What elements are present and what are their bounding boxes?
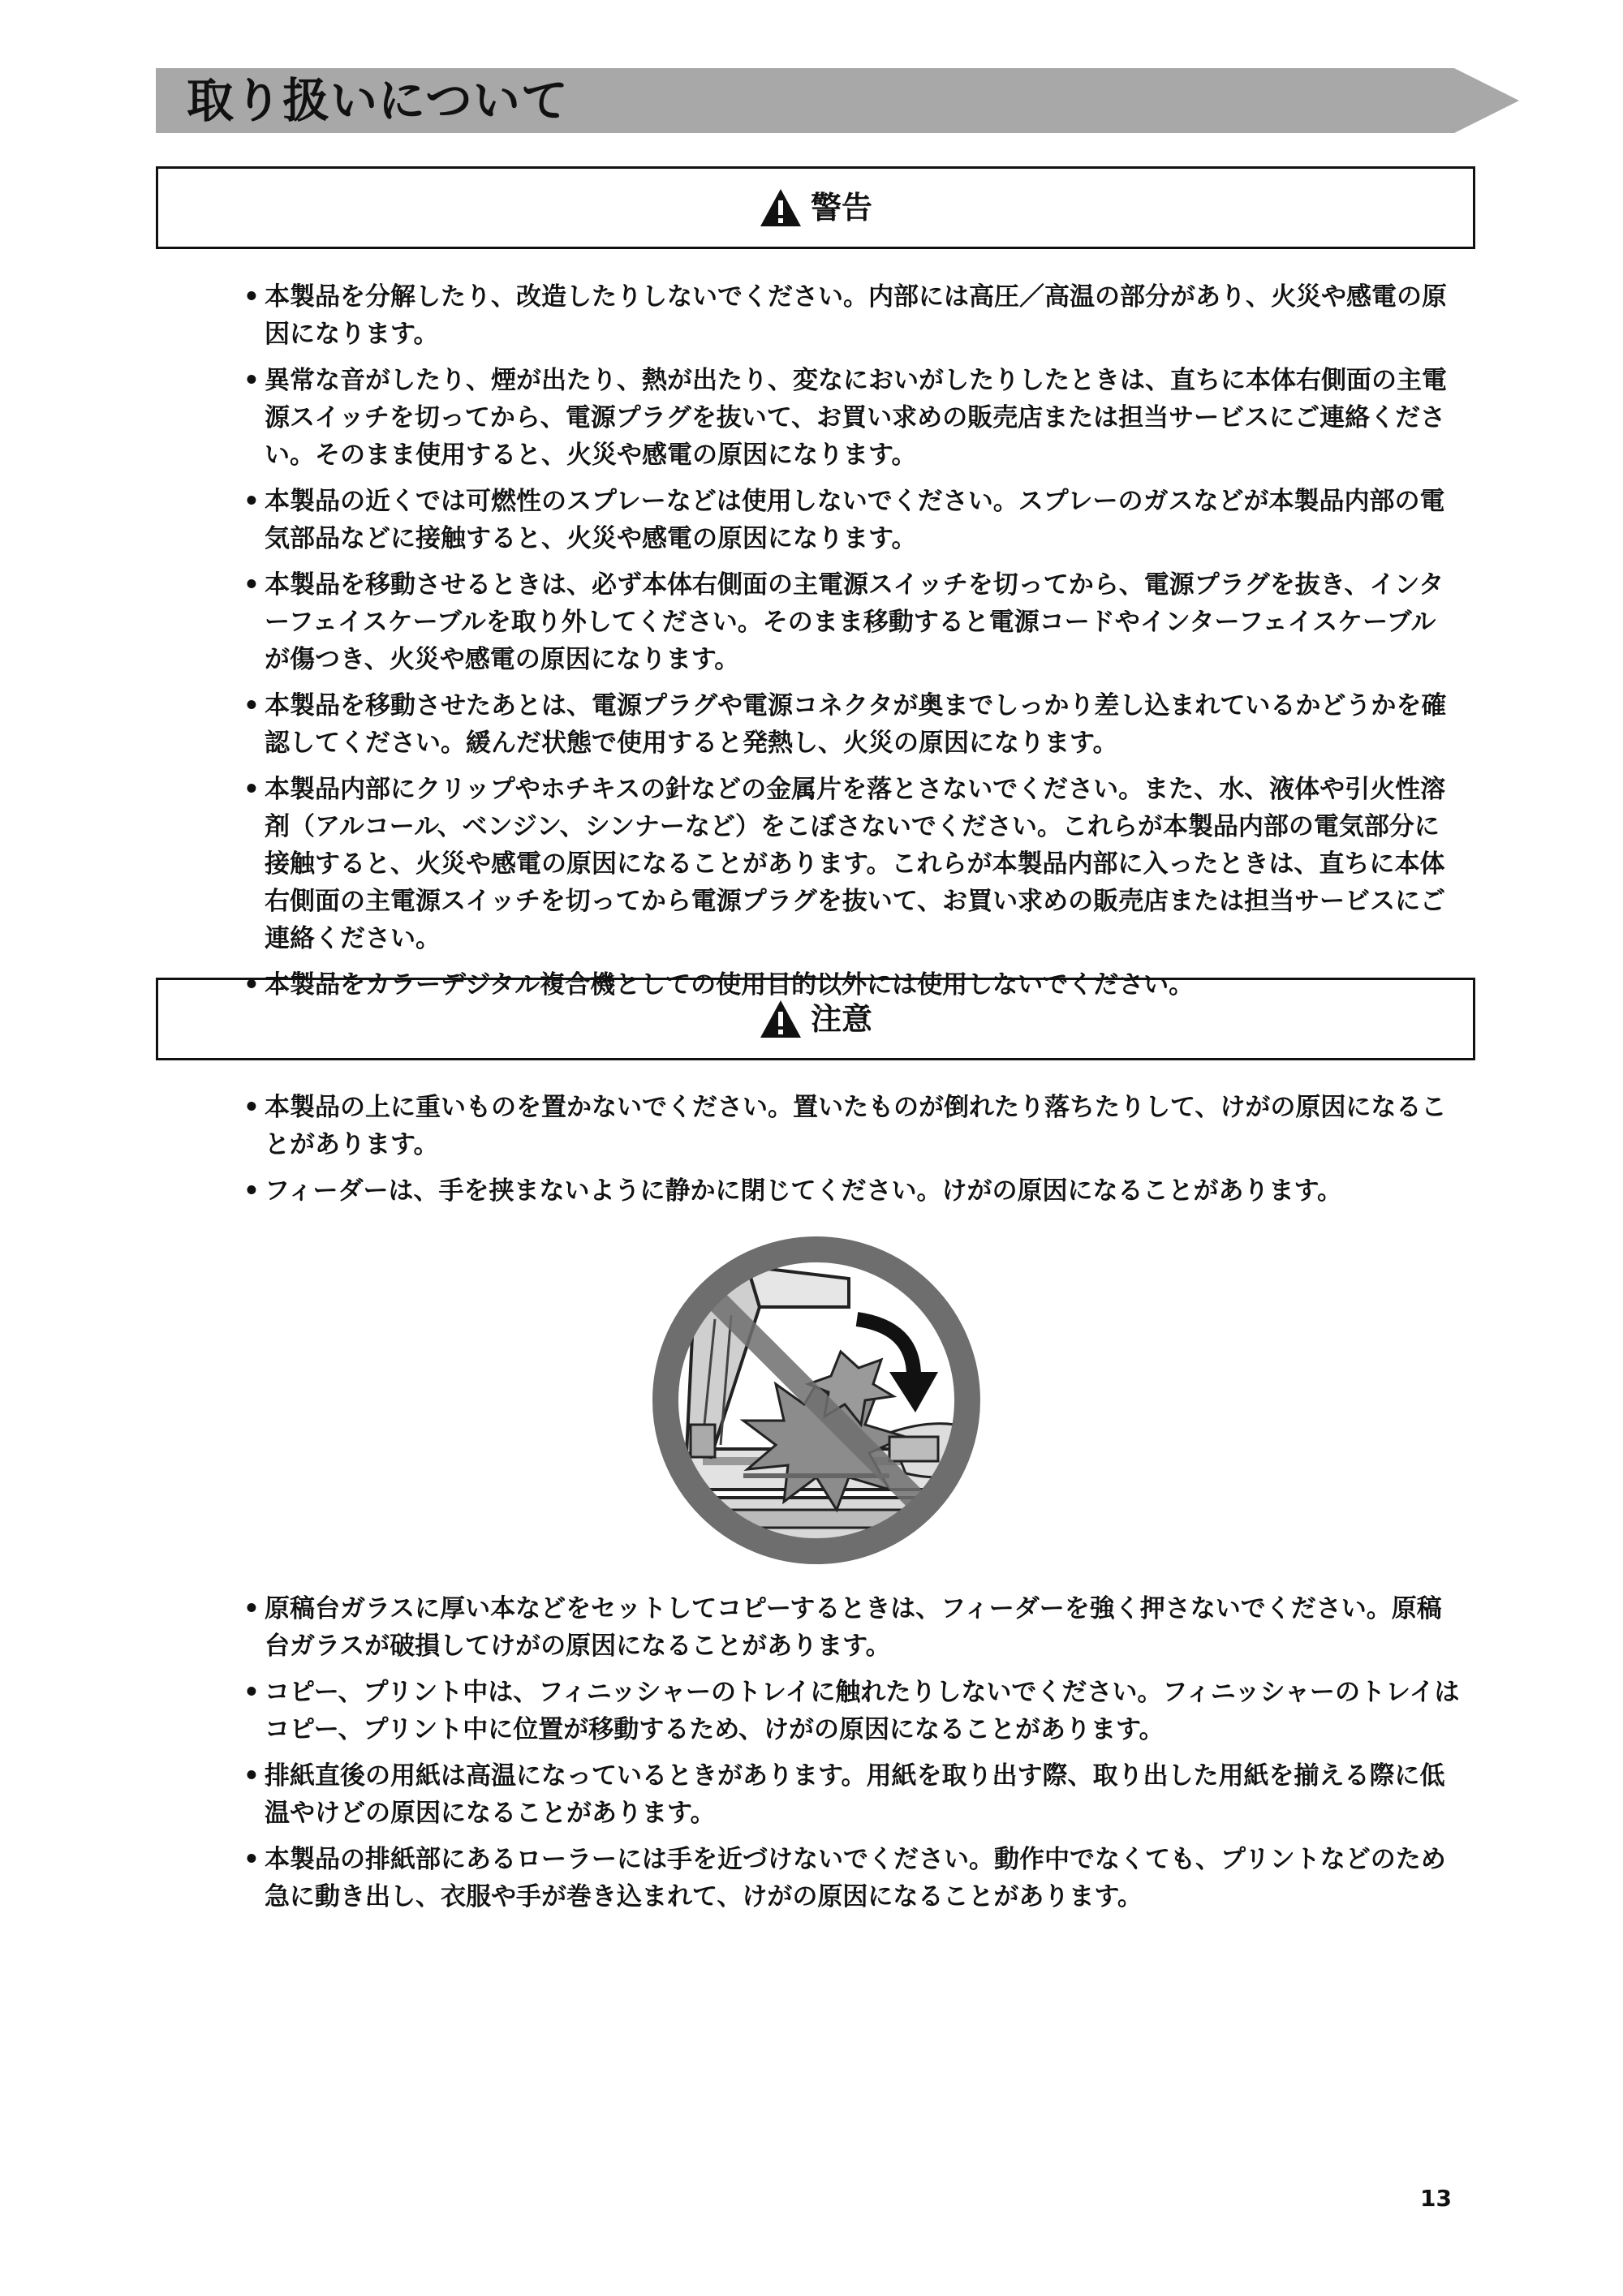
warning-item: • 本製品をカラーデジタル複合機としての使用目的以外には使用しないでください。 — [243, 966, 1461, 1004]
caution-list-bottom — [243, 1590, 1461, 1924]
caution-list-top — [243, 1089, 1461, 1219]
warning-triangle-icon — [759, 999, 803, 1039]
caution-item: • 本製品の排紙部にあるローラーには手を近づけないでください。動作中でなくても、プリントなどのため急に動き出し、衣服や手が巻き込まれて、けがの原因になることがあります。 — [243, 1841, 1461, 1915]
warning-item: • 本製品の近くでは可燃性のスプレーなどは使用しないでください。スプレーのガスなどが本製品内部の電気部品などに接触すると、火災や感電の原因になります。 — [243, 483, 1461, 557]
warning-item: • 本製品を移動させるときは、必ず本体右側面の主電源スイッチを切ってから、電源プラグを抜き、インターフェイスケーブルを取り外してください。そのまま移動すると電源コードやインターフェイスケーブルが傷つき、火災や感電の原因になります。 — [243, 566, 1461, 678]
caution-item: • フィーダーは、手を挟まないように静かに閉じてください。けがの原因になることがあります。 — [243, 1172, 1461, 1210]
warning-triangle-icon — [759, 187, 803, 228]
caution-item: • 排紙直後の用紙は高温になっているときがあります。用紙を取り出す際、取り出した用紙を揃える際に低温やけどの原因になることがあります。 — [243, 1757, 1461, 1832]
warning-heading: 警告 — [810, 190, 872, 226]
section-title-banner — [156, 68, 1519, 133]
caution-item: • 本製品の上に重いものを置かないでください。置いたものが倒れたり落ちたりして、けがの原因になることがあります。 — [243, 1089, 1461, 1163]
prohibition-feeder-illustration — [646, 1230, 987, 1571]
caution-header-box — [156, 978, 1475, 1060]
warning-item: • 異常な音がしたり、煙が出たり、熱が出たり、変なにおいがしたりしたときは、直ちに本体右側面の主電源スイッチを切ってから、電源プラグを抜いて、お買い求めの販売店または担当サービスにご連絡ください。そのまま使用すると、火災や感電の原因になります。 — [243, 362, 1461, 474]
page-title: 取り扱いについて — [187, 73, 569, 128]
caution-item: • 原稿台ガラスに厚い本などをセットしてコピーするときは、フィーダーを強く押さないでください。原稿台ガラスが破損してけがの原因になることがあります。 — [243, 1590, 1461, 1665]
warning-item: • 本製品内部にクリップやホチキスの針などの金属片を落とさないでください。また、水、液体や引火性溶剤（アルコール、ベンジン、シンナーなど）をこぼさないでください。これらが本製品内部の電気部分に接触すると、火災や感電の原因になることがあります。これらが本製品内部に入ったときは、直ちに本体右側面の主電源スイッチを切ってから電源プラグを抜いて、お買い求めの販売店または担当サービスにご連絡ください。 — [243, 771, 1461, 957]
warning-header-box — [156, 166, 1475, 249]
warning-item: • 本製品を移動させたあとは、電源プラグや電源コネクタが奥までしっかり差し込まれているかどうかを確認してください。緩んだ状態で使用すると発熱し、火災の原因になります。 — [243, 687, 1461, 762]
caution-heading: 注意 — [810, 1001, 872, 1037]
warning-list — [243, 278, 1461, 1013]
caution-item: • コピー、プリント中は、フィニッシャーのトレイに触れたりしないでください。フィニッシャーのトレイはコピー、プリント中に位置が移動するため、けがの原因になることがあります。 — [243, 1674, 1461, 1748]
warning-item: • 本製品を分解したり、改造したりしないでください。内部には高圧／高温の部分があり、火災や感電の原因になります。 — [243, 278, 1461, 353]
page-number: 13 — [1420, 2185, 1452, 2212]
